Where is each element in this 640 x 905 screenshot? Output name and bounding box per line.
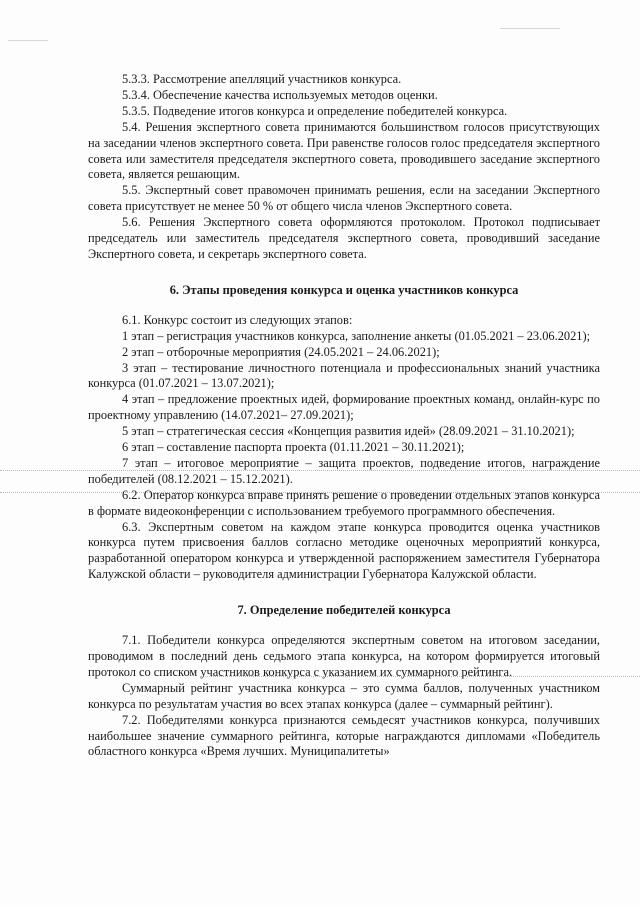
stage-7: 7 этап – итоговое мероприятие – защита проектов, подведение итогов, награждение победителей (08.12.2021 – 15.12.2021). xyxy=(88,455,600,486)
clause-5-6: 5.6. Решения Экспертного совета оформляются протоколом. Протокол подписывает председатель или заместитель председателя экспертного совета, проводивший заседание Экспертного совета, и секретарь экспертного совета. xyxy=(88,215,600,261)
clause-6-2: 6.2. Оператор конкурса вправе принять решение о проведении отдельных этапов конкурса в формате видеоконференции с использованием требуемого программного обеспечения. xyxy=(88,487,600,518)
stage-2: 2 этап – отборочные мероприятия (24.05.2021 – 24.06.2021); xyxy=(122,344,440,359)
scan-artifact xyxy=(500,28,560,29)
clause-5-3-4: 5.3.4. Обеспечение качества используемых методов оценки. xyxy=(122,87,438,102)
clause-7-2: 7.2. Победителями конкурса признаются семьдесят участников конкурса, получивших наибольшее значение суммарного рейтинга, которые награждаются дипломами «Победитель областного конкурса «Время лучших. Муниципалитеты» xyxy=(88,712,600,759)
clause-7-1-rating: Суммарный рейтинг участника конкурса – это сумма баллов, полученных участником конкурса по результатам участия во всех этапах конкурса (далее – суммарный рейтинг). xyxy=(88,680,600,711)
stage-1: 1 этап – регистрация участников конкурса, заполнение анкеты (01.05.2021 – 23.06.2021); xyxy=(122,328,591,343)
stage-3: 3 этап – тестирование личностного потенциала и профессиональных знаний участника конкурса (01.07.2021 – 13.07.2021); xyxy=(88,360,600,391)
stage-6: 6 этап – составление паспорта проекта (01.11.2021 – 30.11.2021); xyxy=(122,440,465,455)
stage-4: 4 этап – предложение проектных идей, формирование проектных команд, онлайн-курс по проектному управлению (14.07.2021– 27.09.2021); xyxy=(88,392,600,423)
clause-6-1: 6.1. Конкурс состоит из следующих этапов: xyxy=(122,312,353,327)
scan-artifact xyxy=(8,40,48,41)
clause-5-5: 5.5. Экспертный совет правомочен принимать решения, если на заседании Экспертного совета присутствует не менее 50 % от общего числа членов Экспертного совета. xyxy=(88,183,600,214)
stage-5: 5 этап – стратегическая сессия «Концепция развития идей» (28.09.2021 – 31.10.2021); xyxy=(122,424,575,439)
clause-7-1: 7.1. Победители конкурса определяются экспертным советом на итоговом заседании, проводимом в последний день седьмого этапа конкурса, на котором формируется итоговый протокол со списком участников конкурса с указанием их суммарного рейтинга. xyxy=(88,633,600,679)
clause-6-3: 6.3. Экспертным советом на каждом этапе конкурса проводится оценка участников конкурса путем присвоения баллов согласно методике оценочных мероприятий конкурса, разработанной оператором конкурса и утвержденной распоряжением заместителя Губернатора Калужской области – руководителя администрации Губернатора Калужской области. xyxy=(88,519,600,582)
document-body xyxy=(88,72,600,760)
clause-5-3-3: 5.3.3. Рассмотрение апелляций участников конкурса. xyxy=(122,72,402,86)
section-6-heading: 6. Этапы проведения конкурса и оценка участников конкурса xyxy=(169,282,519,297)
clause-5-4: 5.4. Решения экспертного совета принимаются большинством голосов присутствующих на заседании членов экспертного совета. При равенстве голосов голос председателя экспертного совета или заместителя председателя экспертного совета, проводившего заседание экспертного совета, является решающим. xyxy=(88,119,600,182)
section-7-heading: 7. Определение победителей конкурса xyxy=(237,603,451,618)
clause-5-3-5: 5.3.5. Подведение итогов конкурса и определение победителей конкурса. xyxy=(122,103,508,118)
